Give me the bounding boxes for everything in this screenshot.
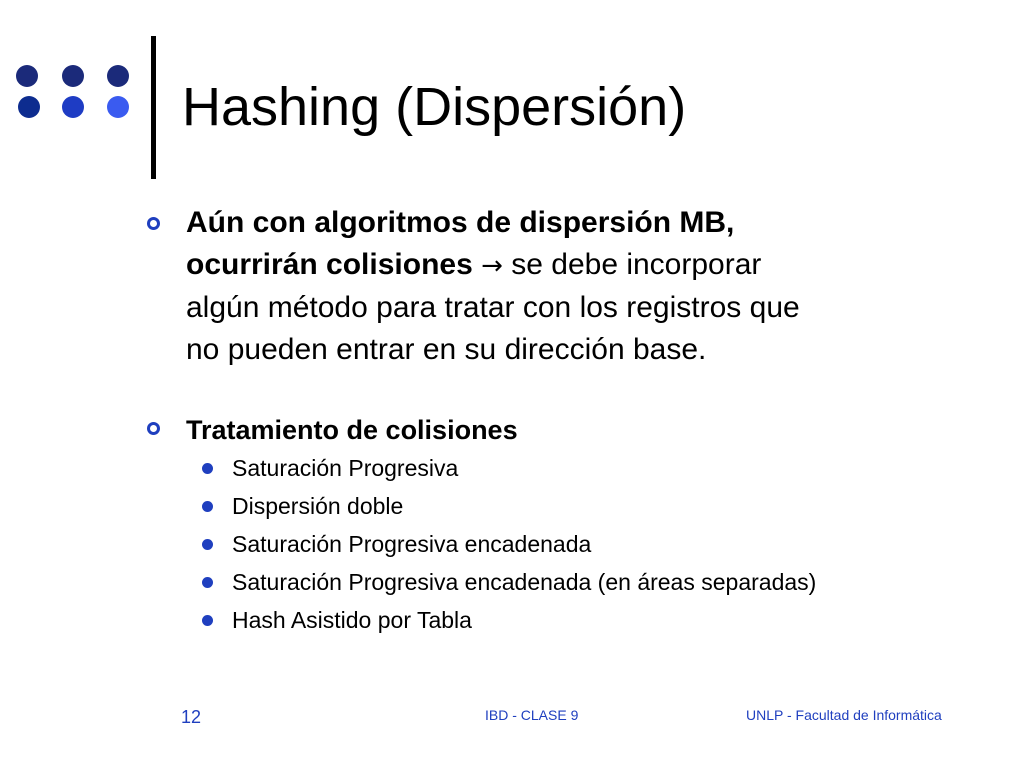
sub-bullet-item: Dispersión doble (140, 487, 980, 525)
bullet-1-bold-line: Aún con algoritmos de dispersión MB, (186, 206, 735, 239)
dot-bullet-icon (202, 539, 213, 550)
dot-top-right (107, 65, 129, 87)
bullet-1-rest-2: algún método para tratar con los registros que (186, 291, 800, 324)
dot-bottom-middle (62, 96, 84, 118)
bullet-1-bold-word: ocurrirán colisiones (186, 248, 473, 281)
footer-institution: UNLP - Facultad de Informática (746, 707, 942, 723)
dot-bullet-icon (202, 615, 213, 626)
bullet-item-1 (140, 202, 980, 371)
bullet-item-2 (140, 411, 980, 449)
dot-bullet-icon (202, 577, 213, 588)
dot-top-middle (62, 65, 84, 87)
dot-bottom-left (18, 96, 40, 118)
dot-top-left (16, 65, 38, 87)
footer-course: IBD - CLASE 9 (485, 707, 579, 723)
dot-bullet-icon (202, 463, 213, 474)
slide-number: 12 (181, 707, 202, 727)
decorative-dots (0, 0, 140, 140)
title-divider (151, 36, 156, 179)
bullet-list (140, 202, 980, 639)
sub-bullet-item: Saturación Progresiva (140, 449, 980, 487)
bullet-1-rest-3: no pueden entrar en su dirección base. (186, 333, 707, 366)
dot-bottom-right (107, 96, 129, 118)
sub-bullet-item: Hash Asistido por Tabla (140, 601, 980, 639)
dot-bullet-icon (202, 501, 213, 512)
sub-bullet-list (140, 449, 980, 639)
sub-bullet-item: Saturación Progresiva encadenada (en áreas separadas) (140, 563, 980, 601)
bullet-1-text (186, 202, 980, 371)
sub-bullet-item: Saturación Progresiva encadenada (140, 525, 980, 563)
bullet-2-heading: Tratamiento de colisiones (186, 415, 518, 445)
bullet-1-rest-1: se debe incorporar (502, 248, 762, 281)
ring-bullet-icon (147, 217, 160, 230)
ring-bullet-icon (147, 422, 160, 435)
arrow-right-icon: → (481, 251, 503, 281)
dots-graphic (0, 0, 140, 140)
slide-title: Hashing (Dispersión) (182, 77, 687, 137)
